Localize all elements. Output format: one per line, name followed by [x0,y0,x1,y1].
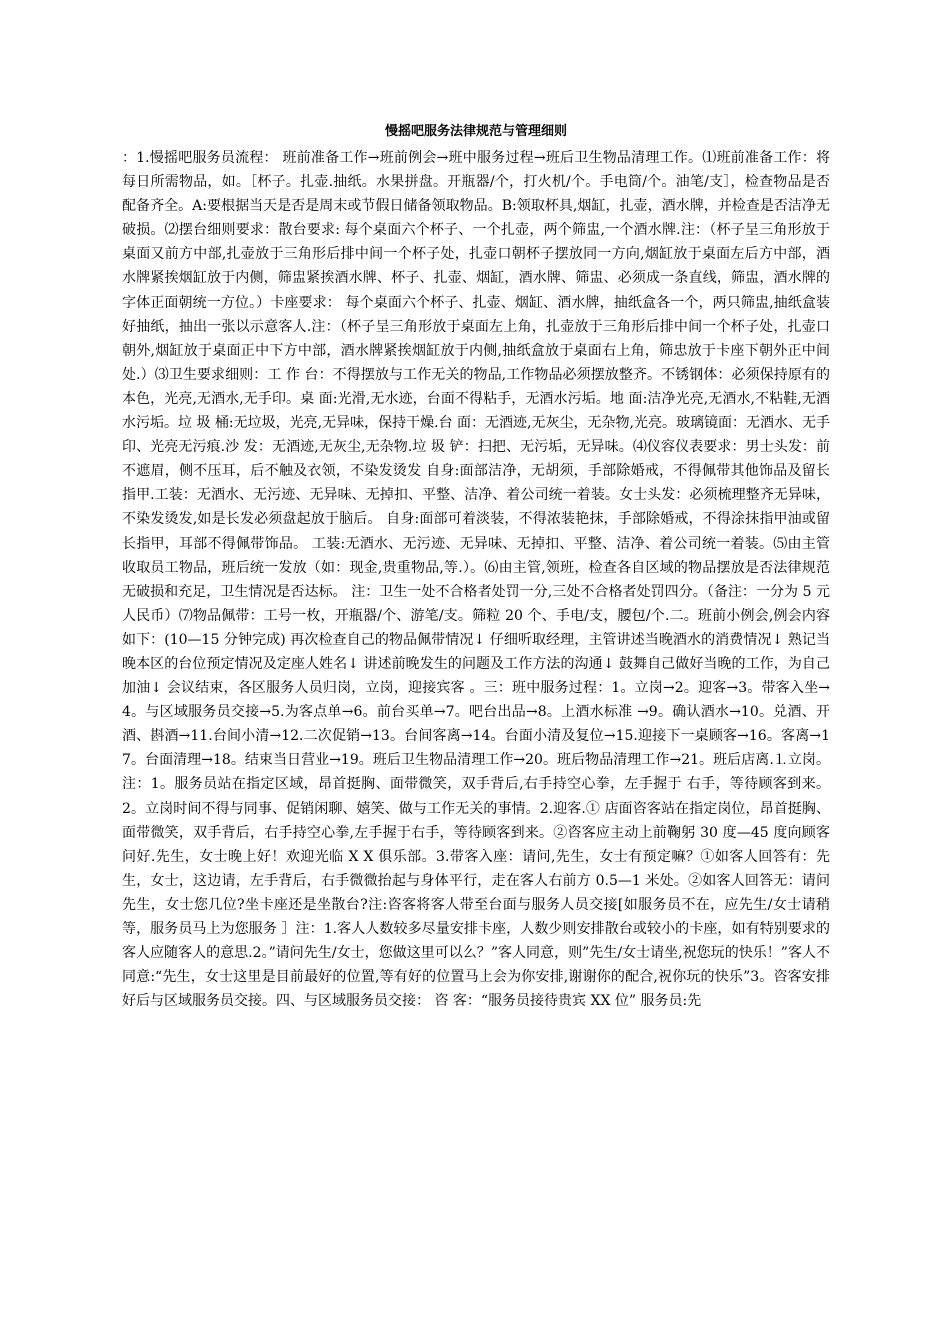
document-page [122,122,830,1013]
document-title: 慢摇吧服务法律规范与管理细则 [384,124,567,139]
document-body-text: ：1.慢摇吧服务员流程： 班前准备工作→班前例会→班中服务过程→班后卫生物品清理工作。⑴班前准备工作：将每日所需物品，如。［杯子。扎壶.抽纸。水果拼盘。开瓶器/个，打火机/个。手电筒/个。油笔/支］，检查物品是否配备齐全。A:要根据当天是否是周末或节假日储备领取物品。B:领取杯具,烟缸，扎壶，酒水牌，并检查是否洁净无破损。⑵摆台细则要求：散台要求: 每个桌面六个杯子、一个扎壶，两个筛盅,一个酒水牌.注：（杯子呈三角形放于桌面又前方中部,扎壶放于三角形后排中间一个杯子处，扎壶口朝杯子摆放同一方向,烟缸放于桌面左后方中部，酒水牌紧挨烟缸放于内侧，筛盅紧挨酒水牌、杯子、扎壶、烟缸，酒水牌、筛盅、必须成一条直线，筛盅，酒水牌的字体正面朝统一方位。）卡座要求： 每个桌面六个杯子、扎壶、烟缸、酒水牌，抽纸盒各一个，两只筛盅,抽纸盒装好抽纸，抽出一张以示意客人.注：（杯子呈三角形放于桌面左上角，扎壶放于三角形后排中间一个杯子处，扎壶口朝外,烟缸放于桌面正中下方中部，酒水牌紧挨烟缸放于内侧,抽纸盒放于桌面右上角，筛忠放于卡座下朝外正中间处.）⑶卫生要求细则：工 作 台：不得摆放与工作无关的物品,工作物品必须摆放整齐。不锈钢体：必须保持原有的本色，光亮,无酒水,无手印。桌 面:光滑,无水迹，台面不得粘手，无酒水污垢。地 面:洁净光亮,无酒水,不粘鞋,无酒水污垢。垃 圾 桶:无垃圾，光亮,无异味，保持干燥.台 面：无酒迹,无灰尘，无杂物,光亮。玻璃镜面：无酒水、无手印、光亮无污痕.沙 发：无酒迹,无灰尘,无杂物.垃 圾 铲：扫把、无污垢，无异味。⑷仪容仪表要求：男士头发：前不遮眉，侧不压耳，后不触及衣领，不染发烫发 自身:面部洁净，无胡须，手部除婚戒，不得佩带其他饰品及留长指甲.工装：无酒水、无污迹、无异味、无掉扣、平整、洁净、着公司统一着装。女士头发：必须梳理整齐无异味，不染发烫发,如是长发必须盘起放于脑后。 自身:面部可着淡装，不得浓装艳抹，手部除婚戒，不得涂抹指甲油或留长指甲，耳部不得佩带饰品。 工装:无酒水、无污迹、无异味、无掉扣、平整、洁净、着公司统一着装。⑸由主管收取员工物品，班后统一发放（如：现金,贵重物品,等.）。⑹由主管,领班，检查各自区域的物品摆放是否法律规范无破损和充足，卫生情况是否达标。 注：卫生一处不合格者处罚一分,三处不合格者处罚四分。（备注：一分为 5 元人民币）⑺物品佩带：工号一枚，开瓶器/个、游笔/支。筛粒 20 个、手电/支，腰包/个.二。班前小例会,例会内容如下：(10—15 分钟完成) 再次检查自己的物品佩带情况↓ 仔细听取经理，主管讲述当晚酒水的消费情况↓ 熟记当晚本区的台位预定情况及定座人姓名↓ 讲述前晚发生的问题及工作方法的沟通↓ 鼓舞自己做好当晚的工作，为自己加油↓ 会议结束，各区服务人员归岗，立岗，迎接宾客 。三：班中服务过程：1。立岗→2。迎客→3。带客入坐→4。与区域服务员交接→5.为客点单→6。前台买单→7。吧台出品→8。上酒水标准 →9。确认酒水→10。兑酒、开酒、斟酒→11.台间小清→12.二次促销→13。台间客离→14。台面小清及复位→15.迎接下一桌顾客→16。客离→17。台面清理→18。结束当日营业→19。班后卫生物品清理工作→20。班后物品清理工作→21。班后店离.⒈立岗。注：1。服务员站在指定区域，昂首挺胸、面带微笑，双手背后,右手持空心拳，左手握于 右手，等待顾客到来。2。立岗时间不得与同事、促销闲聊、嬉笑、做与工作无关的事情。2.迎客.① 店面咨客站在指定岗位，昂首挺胸、面带微笑，双手背后，右手持空心拳,左手握于右手，等待顾客到来。②咨客应主动上前鞠躬 30 度—45 度向顾客问好.先生，女士晚上好！欢迎光临 X X 俱乐部。3.带客入座：请问,先生，女士有预定嘛？①如客人回答有：先生，女士，这边请，左手背后，右手微微抬起与身体平行，走在客人右前方 0.5—1 米处。②如客人回答无：请问先生，女士您几位?坐卡座还是坐散台?注:咨客将客人带至台面与服务人员交接[如服务员不在，应先生/女士请稍等，服务员马上为您服务 ］注：1.客人人数较多尽量安排卡座，人数少则安排散台或较小的卡座，如有特别要求的客人应随客人的意思.2。”请问先生/女士，您做这里可以么？”客人同意，则”先生/女士请坐,祝您玩的快乐！”客人不同意:“先生，女士这里是目前最好的位置,等有好的位置马上会为你安排,谢谢你的配合,祝你玩的快乐”3。咨客安排好后与区域服务员交接。四、与区域服务员交接： 咨 客：“服务员接待贵宾 XX 位” 服务员:先 [122,150,830,1010]
